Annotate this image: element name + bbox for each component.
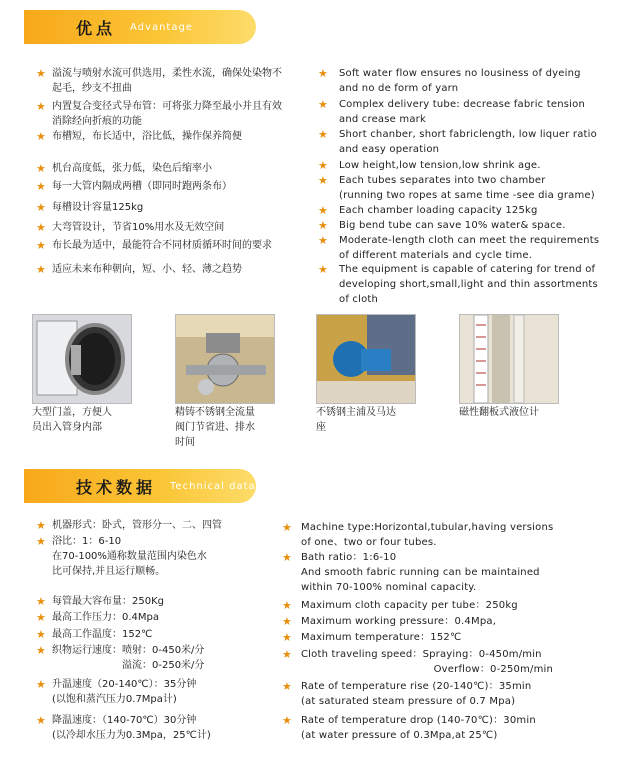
list-item-line: 布槽短，布长适中，浴比低，操作保养简便 — [52, 131, 242, 142]
advantages-banner — [24, 10, 256, 44]
caption-line: 磁性翻板式液位计 — [459, 407, 539, 418]
bullet-star-icon: ★ — [36, 263, 46, 276]
list-item-line: Short chanber, short fabriclength, low liquer ratio — [339, 129, 597, 140]
bullet-star-icon: ★ — [36, 221, 46, 234]
list-item-line: Low height,low tension,low shrink age. — [339, 160, 541, 171]
caption-line: 大型门盖，方便人 — [32, 407, 112, 418]
bullet-star-icon: ★ — [36, 714, 46, 727]
bullet-star-icon: ★ — [282, 680, 292, 693]
list-item-line: 机器形式：卧式，管形分一、二、四管 — [52, 520, 222, 531]
list-item-line: 每槽设计容量125kg — [52, 202, 144, 213]
bullet-star-icon: ★ — [318, 98, 328, 111]
caption-line: 不锈钢主浦及马达 — [316, 407, 396, 418]
bullet-star-icon: ★ — [36, 678, 46, 691]
list-item-line: Big bend tube can save 10% water& space. — [339, 220, 566, 231]
bullet-star-icon: ★ — [36, 100, 46, 113]
list-item-line: Complex delivery tube: decrease fabric tension — [339, 99, 586, 110]
list-item-line: (以冷却水压力为0.3Mpa，25℃计) — [52, 730, 211, 741]
list-item-line: Maximum temperature：152℃ — [301, 632, 462, 643]
bullet-star-icon: ★ — [282, 631, 292, 644]
pump-photo — [316, 314, 416, 404]
list-item-line: 最高工作压力：0.4Mpa — [52, 612, 160, 623]
tech-banner — [24, 469, 256, 503]
tech-title-en: Technical data — [170, 480, 256, 492]
caption-line: 时间 — [175, 437, 195, 448]
list-item-line: within 70-100% nominal capacity. — [301, 582, 477, 593]
list-item-line: 最高工作温度：152℃ — [52, 629, 153, 640]
list-item-line: Bath ratio：1:6-10 — [301, 552, 397, 563]
bullet-star-icon: ★ — [282, 599, 292, 612]
list-item-line: and easy operation — [339, 144, 440, 155]
list-item-line: 织物运行速度：喷射：0-450米/分 — [52, 645, 205, 656]
bullet-star-icon: ★ — [282, 648, 292, 661]
list-item-line: 机台高度低，张力低，染色后缩率小 — [52, 163, 212, 174]
list-item-line: 每管最大容布量：250Kg — [52, 596, 164, 607]
pump-caption — [316, 405, 396, 435]
list-item-line: 消除经向折痕的功能 — [52, 116, 142, 127]
bullet-star-icon: ★ — [36, 611, 46, 624]
list-item-line: Overflow：0-250m/min — [301, 664, 554, 675]
bullet-star-icon: ★ — [36, 201, 46, 214]
bullet-star-icon: ★ — [318, 128, 328, 141]
bullet-star-icon: ★ — [36, 644, 46, 657]
level-gauge-photo — [459, 314, 559, 404]
door-cover-caption — [32, 405, 112, 435]
list-item-line: and crease mark — [339, 114, 426, 125]
bullet-star-icon: ★ — [318, 159, 328, 172]
bullet-star-icon: ★ — [36, 162, 46, 175]
caption-line: 精铸不锈钢全流量 — [175, 407, 255, 418]
list-item-line: (at saturated steam pressure of 0.7 Mpa) — [301, 696, 516, 707]
list-item-line: Each chamber loading capacity 125kg — [339, 205, 538, 216]
list-item-line: Rate of temperature rise (20-140℃)：35min — [301, 681, 532, 692]
list-item-line: 降温速度：（140-70℃）30分钟 — [52, 715, 197, 726]
list-item-line: 浴比：1：6-10 — [52, 536, 122, 547]
list-item-line: and no de form of yarn — [339, 83, 459, 94]
list-item-line: 在70-100%通称数量范围内染色水 — [52, 551, 207, 562]
valve-caption — [175, 405, 255, 450]
bullet-star-icon: ★ — [318, 234, 328, 247]
list-item-line: Each tubes separates into two chamber — [339, 175, 546, 186]
door-cover-photo — [32, 314, 132, 404]
bullet-star-icon: ★ — [282, 521, 292, 534]
list-item-line: 大弯管设计，节省10%用水及无效空间 — [52, 222, 225, 233]
list-item-line: Moderate-length cloth can meet the requirements — [339, 235, 600, 246]
list-item-line: 布长最为适中，最能符合不同材质循环时间的要求 — [52, 240, 272, 251]
list-item-line: Maximum working pressure：0.4Mpa, — [301, 616, 497, 627]
list-item-line: (以饱和蒸汽压力0.7Mpa计) — [52, 694, 177, 705]
list-item-line: of different materials and cycle time. — [339, 250, 533, 261]
bullet-star-icon: ★ — [36, 519, 46, 532]
bullet-star-icon: ★ — [282, 551, 292, 564]
bullet-star-icon: ★ — [318, 219, 328, 232]
list-item-line: 比可保持,并且运行顺畅。 — [52, 566, 166, 577]
bullet-star-icon: ★ — [36, 239, 46, 252]
valve-photo — [175, 314, 275, 404]
list-item-line: 升温速度（20-140℃）：35分钟 — [52, 679, 197, 690]
list-item-line: developing short,small,light and thin assortments — [339, 279, 598, 290]
list-item-line: (running two ropes at same time -see dia grame) — [339, 190, 595, 201]
advantages-title-en: Advantage — [130, 21, 193, 33]
caption-line: 员出入管身内部 — [32, 422, 102, 433]
list-item-line: 每一大管内隔成两槽（即同时跑两条布） — [52, 181, 232, 192]
bullet-star-icon: ★ — [36, 595, 46, 608]
bullet-star-icon: ★ — [282, 615, 292, 628]
list-item-line: Rate of temperature drop (140-70℃)：30min — [301, 715, 536, 726]
list-item-line: (at water pressure of 0.3Mpa,at 25℃) — [301, 730, 498, 741]
list-item-line: 起毛，纱支不扭曲 — [52, 83, 132, 94]
list-item-line: Maximum cloth capacity per tube：250kg — [301, 600, 518, 611]
bullet-star-icon: ★ — [36, 180, 46, 193]
caption-line: 座 — [316, 422, 326, 433]
list-item-line: of cloth — [339, 294, 379, 305]
bullet-star-icon: ★ — [36, 67, 46, 80]
bullet-star-icon: ★ — [318, 67, 328, 80]
bullet-star-icon: ★ — [318, 263, 328, 276]
bullet-star-icon: ★ — [318, 174, 328, 187]
level-gauge-caption — [459, 405, 539, 420]
list-item-line: The equipment is capable of catering for trend of — [339, 264, 596, 275]
caption-line: 阀门节省进、排水 — [175, 422, 255, 433]
bullet-star-icon: ★ — [36, 130, 46, 143]
bullet-star-icon: ★ — [318, 204, 328, 217]
list-item-line: 溢流：0-250米/分 — [52, 660, 205, 671]
bullet-star-icon: ★ — [36, 535, 46, 548]
list-item-line: 内置复合变径式导布管：可将张力降至最小并且有效 — [52, 101, 282, 112]
list-item-line: 溢流与喷射水流可供选用，柔性水流，确保处染物不 — [52, 68, 282, 79]
bullet-star-icon: ★ — [282, 714, 292, 727]
bullet-star-icon: ★ — [36, 628, 46, 641]
advantages-title-zh: 优点 — [76, 18, 117, 38]
list-item-line: And smooth fabric running can be maintained — [301, 567, 540, 578]
list-item-line: Machine type:Horizontal,tubular,having versions — [301, 522, 554, 533]
tech-title-zh: 技术数据 — [76, 477, 157, 497]
list-item-line: Cloth traveling speed：Spraying：0-450m/min — [301, 649, 542, 660]
list-item-line: of one、two or four tubes. — [301, 537, 437, 548]
list-item-line: 适应未来布种朝向，短、小、轻、薄之趋势 — [52, 264, 242, 275]
list-item-line: Soft water flow ensures no lousiness of dyeing — [339, 68, 581, 79]
